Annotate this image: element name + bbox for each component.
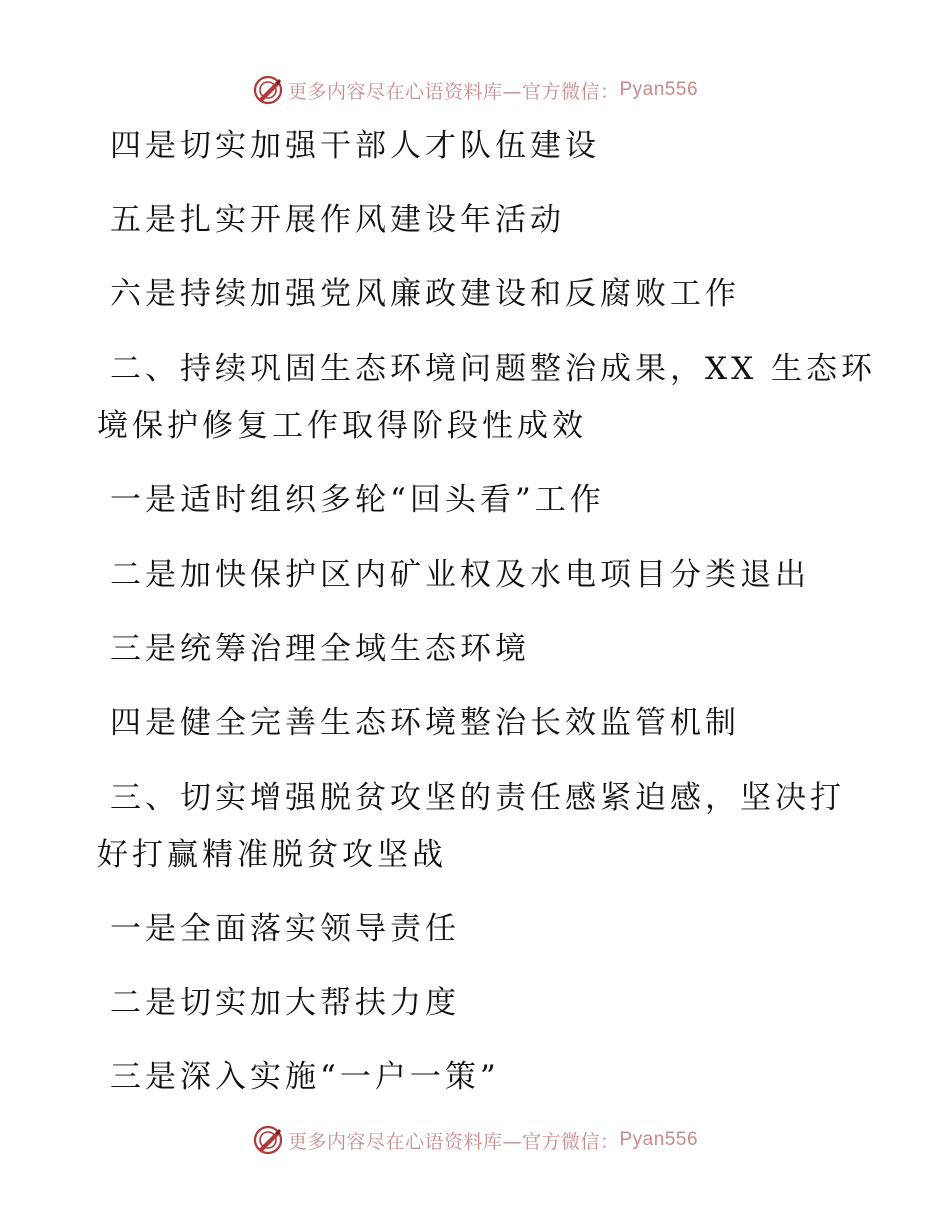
watermark-text: 更多内容尽在心语资料库—官方微信： <box>287 80 620 103</box>
watermark-id: Pyan556 <box>619 79 699 100</box>
pen-logo-icon <box>252 74 284 106</box>
watermark-text: 更多内容尽在心语资料库—官方微信： <box>287 1130 620 1153</box>
text-line: 三是统筹治理全域生态环境 <box>110 631 530 667</box>
section-heading: 三、切实增强脱贫攻坚的责任感紧迫感，坚决打 <box>110 780 845 816</box>
text-line: 一是适时组织多轮“回头看”工作 <box>110 482 605 518</box>
watermark-header <box>0 72 950 108</box>
watermark-id: Pyan556 <box>619 1129 699 1150</box>
text-line: 二是加快保护区内矿业权及水电项目分类退出 <box>110 557 810 593</box>
text-line: 三是深入实施“一户一策” <box>110 1059 500 1095</box>
section-heading-continued: 境保护修复工作取得阶段性成效 <box>97 408 587 444</box>
section-heading-continued: 好打赢精准脱贫攻坚战 <box>97 837 447 873</box>
watermark-footer <box>0 1122 950 1158</box>
text-line: 六是持续加强党风廉政建设和反腐败工作 <box>110 276 740 312</box>
text-line: 二是切实加大帮扶力度 <box>110 985 460 1021</box>
text-line: 四是切实加强干部人才队伍建设 <box>110 128 600 164</box>
text-line: 四是健全完善生态环境整治长效监管机制 <box>110 705 740 741</box>
text-line: 五是扎实开展作风建设年活动 <box>110 202 565 238</box>
pen-logo-icon <box>252 1124 284 1156</box>
section-heading: 二、持续巩固生态环境问题整治成果，XX 生态环 <box>110 351 876 387</box>
text-line: 一是全面落实领导责任 <box>110 911 460 947</box>
